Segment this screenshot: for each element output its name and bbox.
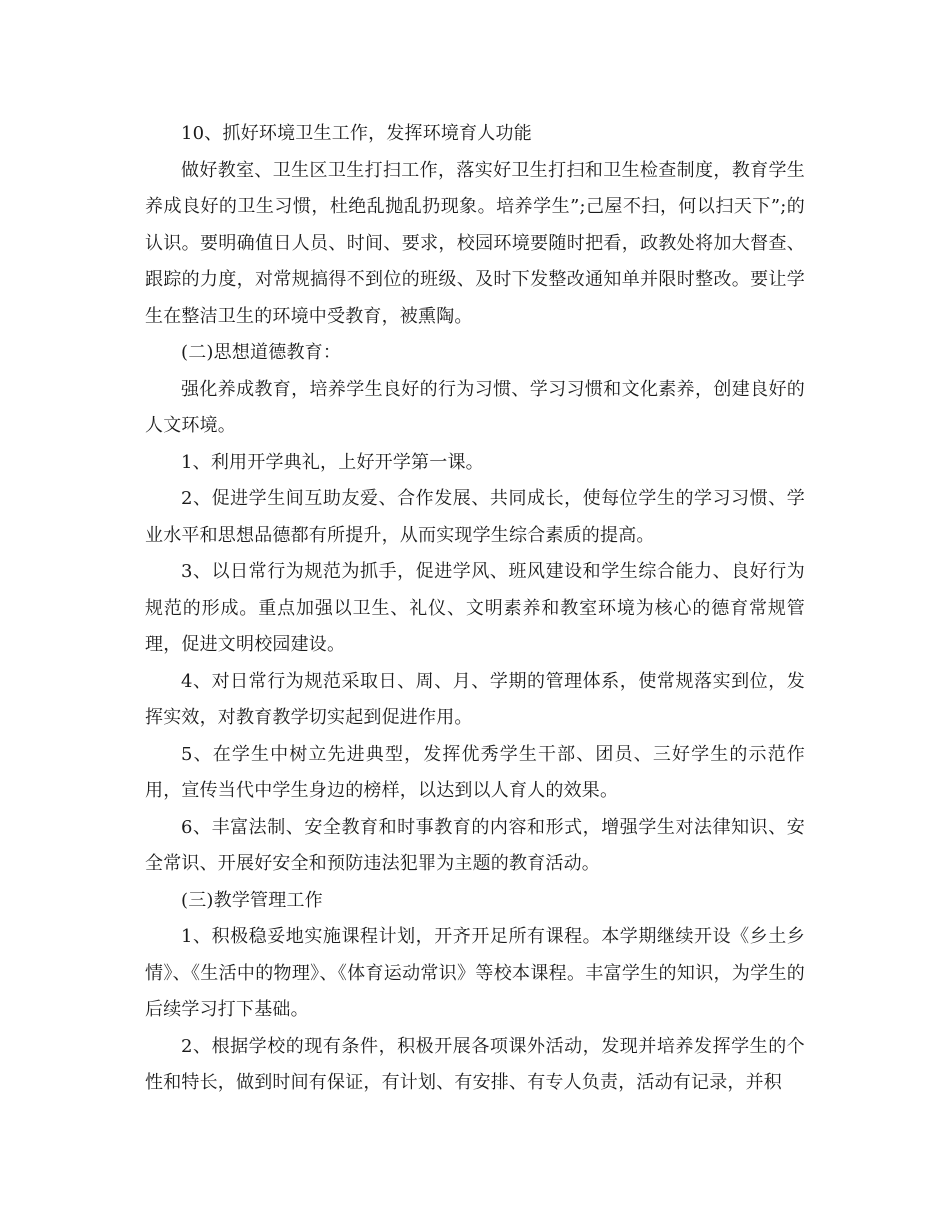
list-item-extracurricular: 2、根据学校的现有条件，积极开展各项课外活动，发现并培养发挥学生的个性和特长，做到时间有保证，有计划、有安排、有专人负责，活动有记录，并积	[145, 1035, 805, 1093]
list-item-opening-ceremony: 1、利用开学典礼，上好开学第一课。	[181, 451, 484, 473]
section-heading-environment: 10、抓好环境卫生工作，发挥环境育人功能	[181, 123, 532, 144]
list-item-curriculum: 1、积极稳妥地实施课程计划，开齐开足所有课程。本学期继续开设《乡土乡情》、《生活中的物理》、《体育运动常识》等校本课程。丰富学生的知识，为学生的后续学习打下基础。	[145, 926, 805, 1020]
document-body	[145, 116, 805, 1102]
section-heading-moral-education: (二)思想道德教育：	[181, 342, 342, 363]
paragraph-hygiene: 做好教室、卫生区卫生打扫工作，落实好卫生打扫和卫生检查制度，教育学生养成良好的卫生习惯，杜绝乱抛乱扔现象。培养学生”;己屋不扫，何以扫天下”;的认识。要明确值日人员、时间、要求，校园环境要随时把看，政教处将加大督查、跟踪的力度，对常规搞得不到位的班级、及时下发整改通知单并限时整改。要让学生在整洁卫生的环境中受教育，被熏陶。	[145, 159, 805, 327]
section-heading-teaching-management: (三)教学管理工作	[181, 889, 323, 911]
list-item-role-models: 5、在学生中树立先进典型，发挥优秀学生干部、团员、三好学生的示范作用，宣传当代中学生身边的榜样，以达到以人育人的效果。	[145, 743, 805, 801]
list-item-management-system: 4、对日常行为规范采取日、周、月、学期的管理体系，使常规落实到位，发挥实效，对教育教学切实起到促进作用。	[145, 670, 805, 728]
list-item-legal-safety: 6、丰富法制、安全教育和时事教育的内容和形式，增强学生对法律知识、安全常识、开展好安全和预防违法犯罪为主题的教育活动。	[145, 816, 805, 874]
paragraph-habits: 强化养成教育，培养学生良好的行为习惯、学习习惯和文化素养，创建良好的人文环境。	[145, 378, 805, 436]
list-item-behavior-norms: 3、以日常行为规范为抓手，促进学风、班风建设和学生综合能力、良好行为规范的形成。重点加强以卫生、礼仪、文明素养和教室环境为核心的德育常规管理，促进文明校园建设。	[145, 561, 805, 655]
list-item-mutual-help: 2、促进学生间互助友爱、合作发展、共同成长，使每位学生的学习习惯、学业水平和思想品德都有所提升，从而实现学生综合素质的提高。	[145, 488, 805, 546]
